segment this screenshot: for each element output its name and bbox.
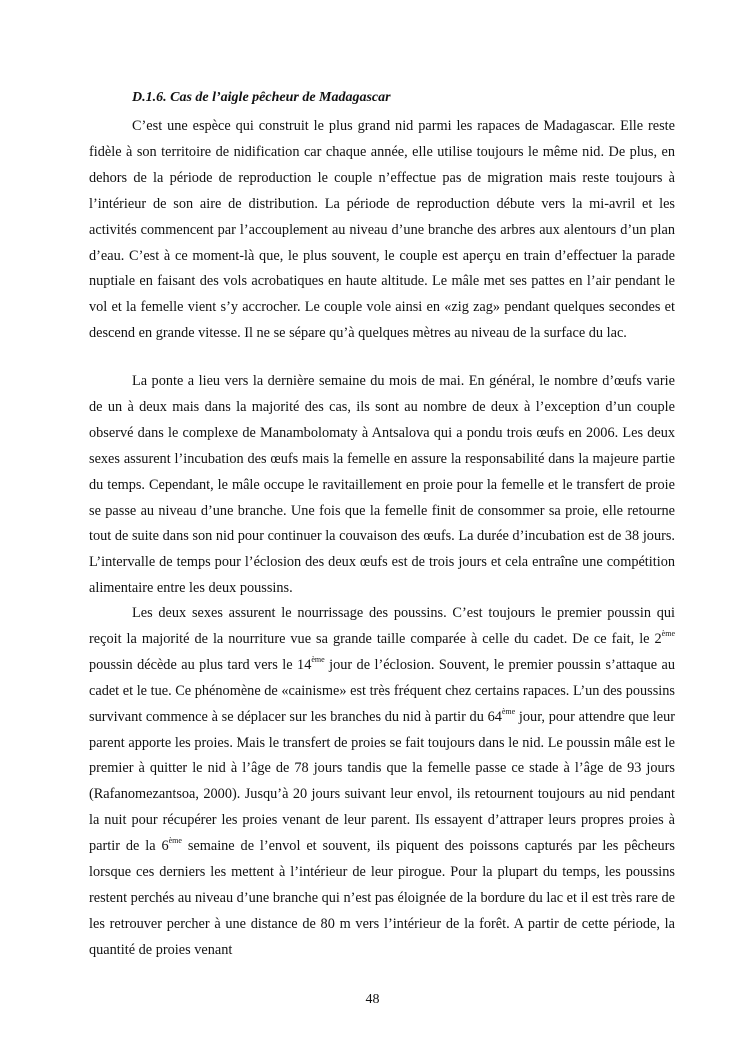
paragraph-3-text-4: jour, pour attendre que leur parent apporte les proies. Mais le transfert de proies se fait toujours dans le nid. Le poussin mâle est le premier à quitter le nid à l’âge de 78 jours tandis que la femelle passe ce stade à l’âge de 93 jours (Rafanomezantsoa, 2000). Jusqu’à 20 jours suivant leur envol, ils retournent toujours au nid pendant la nuit pour récupérer les proies venant de leur parent. Ils essayent d’attraper leurs propres proies à partir de la 6 xyxy=(89,708,675,855)
superscript-ordinal: ème xyxy=(168,836,182,846)
superscript-ordinal: ème xyxy=(661,628,675,638)
paragraph-1: C’est une espèce qui construit le plus grand nid parmi les rapaces de Madagascar. Elle reste fidèle à son territoire de nidification car chaque année, elle utilise toujours le même nid. De plus, en dehors de la période de reproduction le couple n’effectue pas de migration mais reste toujours à l’intérieur de son aire de distribution. La période de reproduction débute vers la mi-avril et les activités commencent par l’accouplement au niveau d’une branche des arbres aux alentours d’un plan d’eau. C’est à ce moment-là que, le plus souvent, le couple est aperçu en train d’effectuer la parade nuptiale en faisant des vols acrobatiques en haute altitude. Le mâle met ses pattes en l’air pendant le vol et la femelle vient s’y accrocher. Le couple vole ainsi en «zig zag» pendant quelques secondes et descend en grande vitesse. Il ne se sépare qu’à quelques mètres au niveau de la surface du lac. xyxy=(89,118,675,342)
paragraph-3-text-2: poussin décède au plus tard vers le 14 xyxy=(89,656,312,673)
superscript-ordinal: ème xyxy=(501,706,516,716)
paragraph-3-text-1: Les deux sexes assurent le nourrissage des poussins. C’est toujours le premier poussin qui reçoit la majorité de la nourriture vue sa grande taille comparée à celle du cadet. De ce fait, le 2 xyxy=(89,605,675,647)
paragraph-3-text-3: jour de l’éclosion. Souvent, le premier poussin s’attaque au cadet et le tue. Ce phénomène de «cainisme» est très fréquent chez certains rapaces. L’un des poussins survivant commence à se déplacer sur les branches du nid à partir du 64 xyxy=(89,656,675,725)
paragraph-2: La ponte a lieu vers la dernière semaine du mois de mai. En général, le nombre d’œufs varie de un à deux mais dans la majorité des cas, ils sont au nombre de deux à l’exception d’un couple observé dans le complexe de Manambolomaty à Antsalova qui a pondu trois œufs en 2006. Les deux sexes assurent l’incubation des œufs mais la femelle en assure la responsabilité dans la majeure partie du temps. Cependant, le mâle occupe le ravitaillement en proie pour la femelle et le transfert de proie se passe au niveau d’une branche. Une fois que la femelle finit de consommer sa proie, elle retourne tout de suite dans son nid pour continuer la couvaison des œufs. La durée d’incubation est de 38 jours. L’intervalle de temps pour l’éclosion des deux œufs est de trois jours et cela entraîne une compétition alimentaire entre les deux poussins. xyxy=(89,373,675,597)
paragraph-3 xyxy=(89,601,675,964)
paragraph-3-text-5: semaine de l’envol et souvent, ils piquent des poissons capturés par les pêcheurs lorsque ces derniers les mettent à l’intérieur de leur pirogue. Pour la plupart du temps, les poussins restent perchés au niveau d’une branche qui n’est pas éloignée de la bordure du lac et il est très rare de les retrouver percher à une distance de 80 m vers l’intérieur de la forêt. A partir de cette période, la quantité de proies venant xyxy=(89,838,675,958)
superscript-ordinal: ème xyxy=(311,654,325,664)
page-number: 48 xyxy=(365,992,380,1007)
section-heading: D.1.6. Cas de l’aigle pêcheur de Madagascar xyxy=(132,90,391,105)
